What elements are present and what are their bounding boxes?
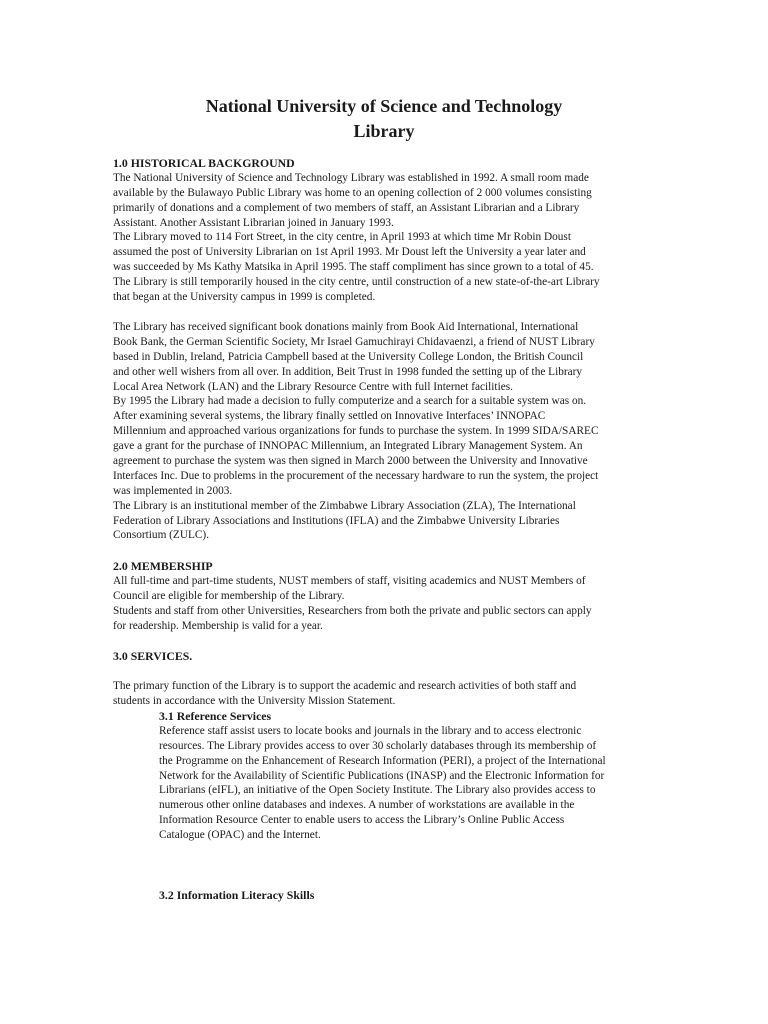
paragraph-line: The Library is an institutional member of the Zimbabwe Library Association (ZLA), The International <box>113 499 576 512</box>
section-heading-membership: 2.0 MEMBERSHIP <box>113 559 213 573</box>
paragraph-line: that began at the University campus in 1999 is completed. <box>113 291 376 304</box>
paragraph-line: By 1995 the Library had made a decision to fully computerize and a search for a suitable system was on. <box>113 395 587 408</box>
paragraph-line: Network for the Availability of Scientific Publications (INASP) and the Electronic Information for <box>159 769 605 782</box>
paragraph-line: resources. The Library provides access to over 30 scholarly databases through its membership of <box>159 739 597 752</box>
paragraph-line: Federation of Library Associations and Institutions (IFLA) and the Zimbabwe University Libraries <box>113 514 560 527</box>
paragraph-line: numerous other online databases and indexes. A number of workstations are available in the <box>159 799 575 812</box>
paragraph-line: based in Dublin, Ireland, Patricia Campbell based at the University College London, the British Council <box>113 350 584 363</box>
section-historical-donations <box>113 320 658 543</box>
paragraph-line: Reference staff assist users to locate books and journals in the library and to access electronic <box>159 724 582 737</box>
paragraph-line: the Programme on the Enhancement of Research Information (PERI), a project of the International <box>159 754 606 767</box>
paragraph-line: Students and staff from other Universities, Researchers from both the private and public sectors can apply <box>113 604 592 617</box>
paragraph-line: Information Resource Center to enable users to access the Library’s Online Public Access <box>159 814 565 827</box>
paragraph-line: Council are eligible for membership of the Library. <box>113 589 345 602</box>
subsection-reference-services <box>159 709 659 843</box>
paragraph-line: Interfaces Inc. Due to problems in the procurement of the necessary hardware to run the system, the project <box>113 469 599 482</box>
section-membership <box>113 559 658 633</box>
paragraph-line: for readership. Membership is valid for a year. <box>113 619 323 632</box>
paragraph-line: Librarians (eIFL), an initiative of the Open Society Institute. The Library also provides access to <box>159 784 596 797</box>
paragraph-line: The Library moved to 114 Fort Street, in the city centre, in April 1993 at which time Mr Robin Doust <box>113 231 571 244</box>
paragraph-line: The Library is still temporarily housed in the city centre, until construction of a new state-of-the-art Library <box>113 276 600 289</box>
paragraph-line: The National University of Science and Technology Library was established in 1992. A small room made <box>113 171 589 184</box>
paragraph-line: agreement to purchase the system was then signed in March 2000 between the University and Innovative <box>113 455 588 468</box>
paragraph-line: All full-time and part-time students, NUST members of staff, visiting academics and NUST Members of <box>113 574 586 587</box>
paragraph-line: gave a grant for the purchase of INNOPAC Millennium, an Integrated Library Management System. An <box>113 440 583 453</box>
paragraph-line: Millennium and approached various organizations for funds to purchase the system. In 1999 SIDA/SAREC <box>113 425 599 438</box>
document-title-line-1: National University of Science and Technology <box>205 96 563 116</box>
subsection-heading-reference: 3.1 Reference Services <box>159 709 272 723</box>
paragraph-line: was succeeded by Ms Kathy Matsika in April 1995. The staff compliment has since grown to a total of 45. <box>113 261 594 274</box>
section-historical <box>113 156 658 305</box>
paragraph-line: The primary function of the Library is to support the academic and research activities of both staff and <box>113 680 577 692</box>
paragraph-line: assumed the post of University Librarian on 1st April 1993. Mr Doust left the University a year later and <box>113 246 586 259</box>
section-heading-historical: 1.0 HISTORICAL BACKGROUND <box>113 156 295 170</box>
paragraph-line: students in accordance with the University Mission Statement. <box>113 694 396 707</box>
section-services <box>113 649 658 664</box>
subsection-heading-literacy: 3.2 Information Literacy Skills <box>159 888 315 902</box>
paragraph-line: available by the Bulawayo Public Library was home to an opening collection of 2 000 volumes consisting <box>113 186 592 199</box>
document-title-line-2: Library <box>353 121 415 141</box>
paragraph-line: Local Area Network (LAN) and the Library Resource Centre with full Internet facilities. <box>113 380 513 393</box>
section-services-intro <box>113 679 658 709</box>
paragraph-line: Book Bank, the German Scientific Society, Mr Israel Gamuchirayi Chidavaenzi, a friend of NUST Library <box>113 335 595 348</box>
section-heading-services: 3.0 SERVICES. <box>113 649 193 663</box>
paragraph-line: was implemented in 2003. <box>113 484 233 497</box>
paragraph-line: primarily of donations and a complement of two members of staff, an Assistant Librarian and a Library <box>113 201 580 214</box>
paragraph-line: Catalogue (OPAC) and the Internet. <box>159 829 321 842</box>
paragraph-line: Assistant. Another Assistant Librarian joined in January 1993. <box>113 216 394 229</box>
paragraph-line: and other well wishers from all over. In addition, Beit Trust in 1998 funded the setting up of the Library <box>113 365 583 378</box>
subsection-information-literacy <box>159 888 659 903</box>
paragraph-line: Consortium (ZULC). <box>113 529 210 542</box>
paragraph-line: The Library has received significant book donations mainly from Book Aid International, International <box>113 321 579 333</box>
paragraph-line: After examining several systems, the library finally settled on Innovative Interfaces’ INNOPAC <box>113 410 546 423</box>
